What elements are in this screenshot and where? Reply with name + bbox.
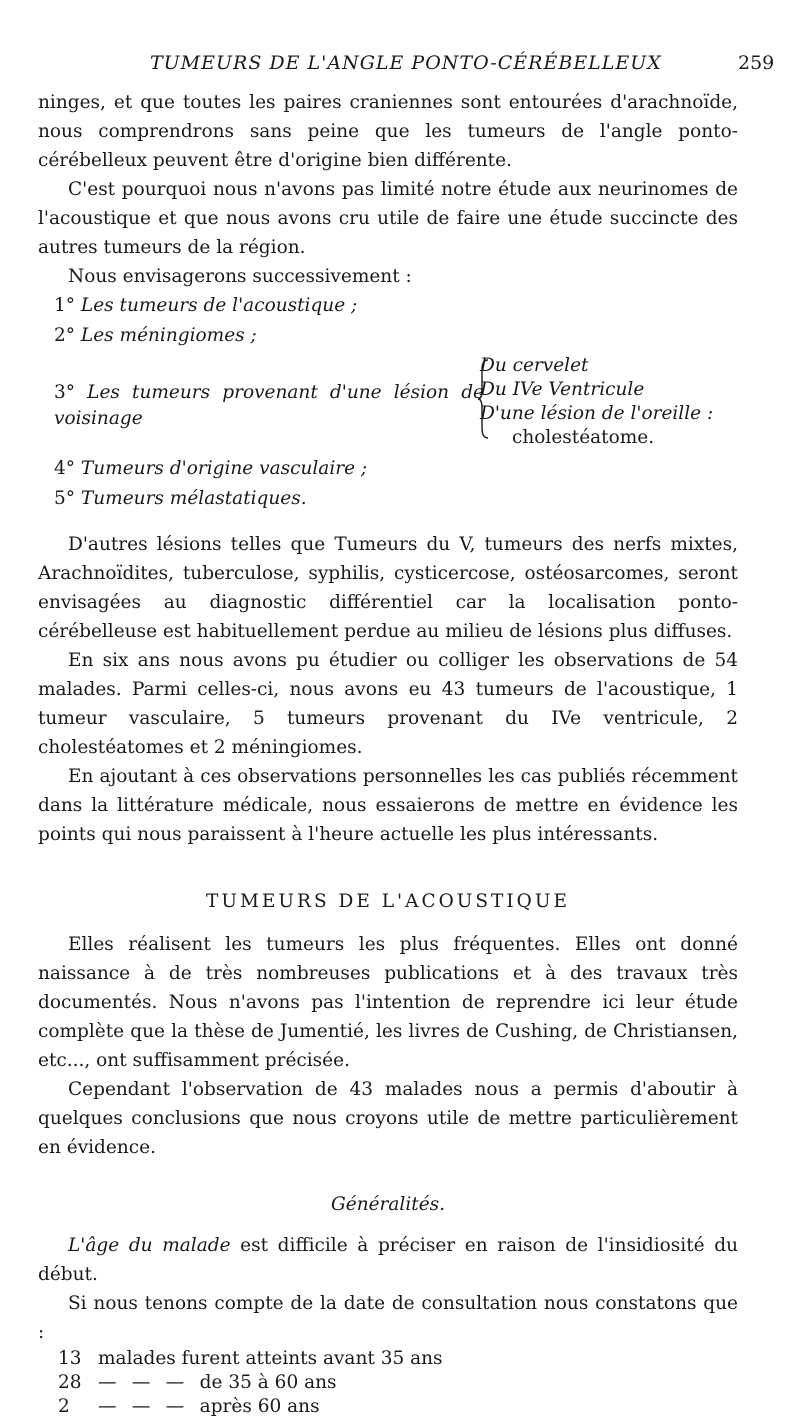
- brace-options: [480, 354, 738, 450]
- list-number: 1°: [54, 295, 76, 316]
- brace-option: Du cervelet: [480, 355, 589, 376]
- stat-count: 28: [58, 1372, 82, 1393]
- age-statistics: [38, 1347, 738, 1419]
- page-number: 259: [738, 52, 775, 74]
- list-item: [38, 454, 738, 484]
- list-number: 3°: [54, 382, 76, 403]
- brace-option-continuation: cholestéatome.: [512, 427, 655, 448]
- stat-row: [58, 1371, 738, 1395]
- brace-option: D'une lésion de l'oreille :: [480, 403, 714, 424]
- stat-text: malades furent atteints avant 35 ans: [98, 1348, 443, 1369]
- stat-text: de 35 à 60 ans: [199, 1372, 337, 1393]
- stat-text-line: [98, 1395, 320, 1419]
- ditto-mark: —: [165, 1372, 185, 1393]
- ditto-mark: —: [98, 1396, 117, 1417]
- list-number: 5°: [54, 488, 76, 509]
- list-item: [38, 291, 738, 321]
- paragraph: Elles réalisent les tumeurs les plus fréquentes. Elles ont donné naissance à de très nombreuses publications et à des travaux très documentés. Nous n'avons pas l'intention de reprendre ici leur étude complète que la thèse de Jumentié, les livres de Cushing, de Christiansen, etc..., ont suffisamment précisée.: [38, 934, 738, 1071]
- header-title: TUMEURS DE L'ANGLE PONTO-CÉRÉBELLEUX: [150, 52, 662, 74]
- list-text: Les tumeurs de l'acoustique ;: [80, 295, 358, 316]
- stat-row: [58, 1395, 738, 1419]
- paragraph: Nous envisagerons successivement :: [68, 266, 412, 287]
- paragraph-rest: est difficile à préciser en raison de l'insidiosité du début.: [38, 1235, 738, 1285]
- enumerated-list: [38, 291, 738, 514]
- subsection-title: Généralités.: [330, 1194, 446, 1215]
- stat-text-line: [98, 1371, 337, 1395]
- section-title: TUMEURS DE L'ACOUSTIQUE: [206, 891, 570, 912]
- paragraph: D'autres lésions telles que Tumeurs du V, tumeurs des nerfs mixtes, Arachnoïdites, tuberculose, syphilis, cysticercose, ostéosarcomes, seront envisagées au diagnostic différentiel car la localisation ponto-cérébelleuse est habituellement perdue au milieu de lésions plus diffuses.: [38, 534, 738, 642]
- brace-option: Du IVe Ventricule: [480, 379, 645, 400]
- stat-count: 2: [58, 1396, 70, 1417]
- list-text: Les tumeurs provenant d'une lésion de voisinage: [54, 382, 484, 429]
- stat-count: 13: [58, 1348, 82, 1369]
- list-number: 2°: [54, 325, 76, 346]
- list-item: [54, 380, 484, 432]
- running-header: [0, 52, 800, 78]
- ditto-mark: —: [98, 1372, 117, 1393]
- paragraph: ninges, et que toutes les paires craniennes sont entourées d'arachnoïde, nous comprendrons sans peine que les tumeurs de l'angle ponto-cérébelleux peuvent être d'origine bien différente.: [38, 92, 738, 171]
- ditto-mark: —: [131, 1372, 151, 1393]
- list-text: Tumeurs d'origine vasculaire ;: [80, 458, 368, 479]
- paragraph: Si nous tenons compte de la date de consultation nous constatons que :: [38, 1293, 738, 1343]
- paragraph: C'est pourquoi nous n'avons pas limité notre étude aux neurinomes de l'acoustique et que nous avons cru utile de faire une étude succincte des autres tumeurs de la région.: [38, 179, 738, 258]
- body-text: [38, 88, 738, 1419]
- paragraph: Cependant l'observation de 43 malades nous a permis d'aboutir à quelques conclusions que nous croyons utile de mettre particulièrement en évidence.: [38, 1079, 738, 1158]
- paragraph: En six ans nous avons pu étudier ou colliger les observations de 54 malades. Parmi celles-ci, nous avons eu 43 tumeurs de l'acoustique, 1 tumeur vasculaire, 5 tumeurs provenant du IVe ventricule, 2 cholestéatomes et 2 méningiomes.: [38, 650, 738, 758]
- paragraph: En ajoutant à ces observations personnelles les cas publiés récemment dans la littérature médicale, nous essaierons de mettre en évidence les points qui nous paraissent à l'heure actuelle les plus intéressants.: [38, 766, 738, 845]
- list-item-with-brace: [38, 354, 738, 450]
- ditto-mark: —: [165, 1396, 185, 1417]
- list-number: 4°: [54, 458, 76, 479]
- list-item: [38, 321, 738, 351]
- stat-row: [58, 1347, 738, 1371]
- list-text: Les méningiomes ;: [80, 325, 257, 346]
- list-text: Tumeurs mélastatiques.: [80, 488, 307, 509]
- stat-text: après 60 ans: [199, 1396, 320, 1417]
- paragraph-lead: L'âge du malade: [68, 1235, 231, 1256]
- list-item: [38, 484, 738, 514]
- paragraph: [38, 1231, 738, 1289]
- ditto-mark: —: [131, 1396, 151, 1417]
